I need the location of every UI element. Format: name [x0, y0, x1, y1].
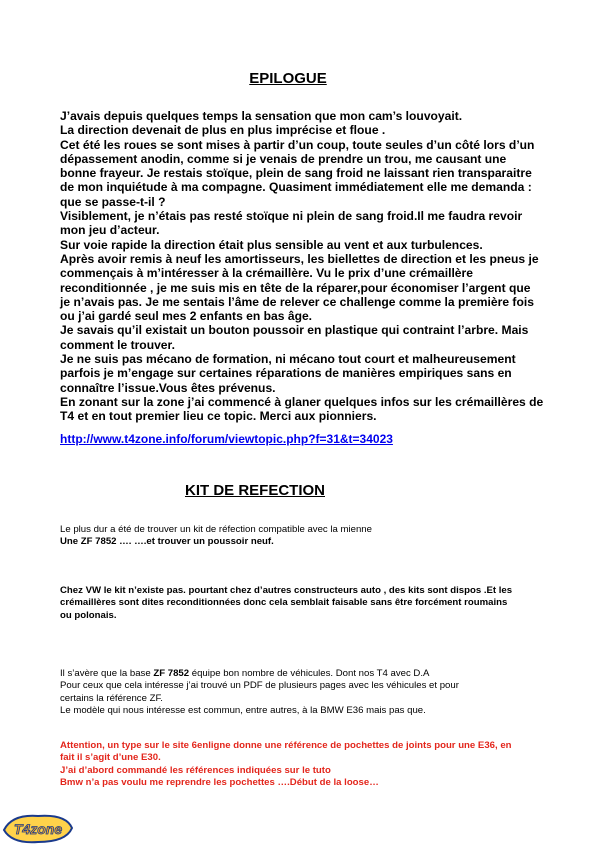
warning-line: fait il s’agit d’une E30.	[60, 752, 161, 764]
epilogue-body	[60, 109, 560, 424]
epilogue-line: ou j’ai gardé seul mes 2 enfants en bas âge.	[60, 309, 313, 324]
epilogue-line: Je savais qu’il existait un bouton poussoir en plastique qui contraint l’arbre. Mais	[60, 323, 529, 338]
zf-base-line	[60, 668, 459, 680]
epilogue-line: que se passe-t-il ?	[60, 194, 166, 209]
zf-base-line: certains la référence ZF.	[60, 692, 163, 704]
epilogue-line: parfois je m’engage sur certaines réparations de manières empiriques sans en	[60, 366, 512, 381]
warning-line: Bmw n’a pas voulu me reprendre les pochettes ….Début de la loose…	[60, 776, 379, 788]
epilogue-line: J’avais depuis quelques temps la sensation que mon cam’s louvoyait.	[60, 109, 463, 123]
warning-line: J’ai d’abord commandé les références indiquées sur le tuto	[60, 764, 331, 776]
vw-note-line: crémaillères sont dites reconditionnées donc cela semblait faisable sans être forcément roumains	[60, 597, 508, 609]
epilogue-line: commençais à m’intéresser à la crémaillère. Vu le prix d’une crémaillère	[60, 266, 473, 281]
zf-base-line-post: équipe bon nombre de véhicules. Dont nos T4 avec D.A	[189, 668, 430, 679]
epilogue-line: Après avoir remis à neuf les amortisseurs, les biellettes de direction et les pneus je	[60, 251, 539, 266]
zf-base-line: Le modèle qui nous intéresse est commun, entre autres, à la BMW E36 mais pas que.	[60, 704, 426, 716]
epilogue-line: La direction devenait de plus en plus imprécise et floue .	[60, 123, 386, 138]
epilogue-line: En zonant sur la zone j’ai commencé à glaner quelques infos sur les crémaillères de	[60, 394, 544, 409]
forum-topic-link[interactable]: http://www.t4zone.info/forum/viewtopic.php?f=31&t=34023	[60, 432, 393, 446]
kit-intro-line-bold: Une ZF 7852 …. ….et trouver un poussoir neuf.	[60, 536, 274, 548]
t4zone-logo	[2, 810, 74, 846]
warning-line: Attention, un type sur le site 6enligne donne une référence de pochettes de joints pour une E36, en	[60, 740, 512, 751]
epilogue-line: Je ne suis pas mécano de formation, ni mécano tout court et malheureusement	[60, 352, 516, 367]
epilogue-line: comment le trouver.	[60, 337, 175, 352]
epilogue-line: Cet été les roues se sont mises à partir d’un coup, toute seules d’un côté lors d’un	[60, 137, 535, 152]
zf-base-paragraph	[60, 668, 459, 717]
epilogue-line: de mon inquiétude à ma compagne. Quasiment immédiatement elle me demanda :	[60, 180, 532, 195]
vw-note	[60, 585, 512, 622]
epilogue-line: mon jeu d’acteur.	[60, 223, 160, 238]
epilogue-line: je n’avais pas. Je me sentais l’âme de relever ce challenge comme la première fois	[60, 294, 534, 309]
epilogue-title: EPILOGUE	[249, 70, 327, 87]
epilogue-line: bonne frayeur. Je restais stoïque, plein de sang froid ne laissant rien transparaitre	[60, 166, 532, 181]
kit-intro-line: Le plus dur a été de trouver un kit de réfection compatible avec la mienne	[60, 524, 372, 535]
epilogue-line: Sur voie rapide la direction était plus sensible au vent et aux turbulences.	[60, 237, 483, 252]
kit-title: KIT DE REFECTION	[184, 482, 325, 499]
logo-text: T4zone	[13, 821, 63, 837]
epilogue-line: T4 et en tout premier lieu ce topic. Merci aux pionniers.	[60, 409, 377, 424]
vw-note-line: ou polonais.	[60, 609, 117, 621]
zf-base-line: Pour ceux que cela intéresse j’ai trouvé un PDF de plusieurs pages avec les véhicules et pour	[60, 680, 459, 692]
warning-note	[60, 740, 512, 789]
vw-note-line: Chez VW le kit n’existe pas. pourtant chez d’autres constructeurs auto , des kits sont dispos .Et les	[60, 585, 513, 596]
epilogue-line: Visiblement, je n’étais pas resté stoïque ni plein de sang froid.Il me faudra revoir	[60, 209, 523, 224]
kit-intro	[60, 524, 372, 549]
zf-base-line-pre: Il s’avère que la base	[60, 668, 154, 679]
epilogue-line: connaître l’issue.Vous êtes prévenus.	[60, 380, 276, 395]
epilogue-line: reconditionnée , je me suis mis en tête de la réparer,pour économiser l’argent que	[60, 280, 531, 295]
epilogue-line: dépassement anodin, comme si je venais de prendre un trou, me causant une	[60, 151, 507, 166]
zf-reference: ZF 7852	[153, 668, 190, 679]
